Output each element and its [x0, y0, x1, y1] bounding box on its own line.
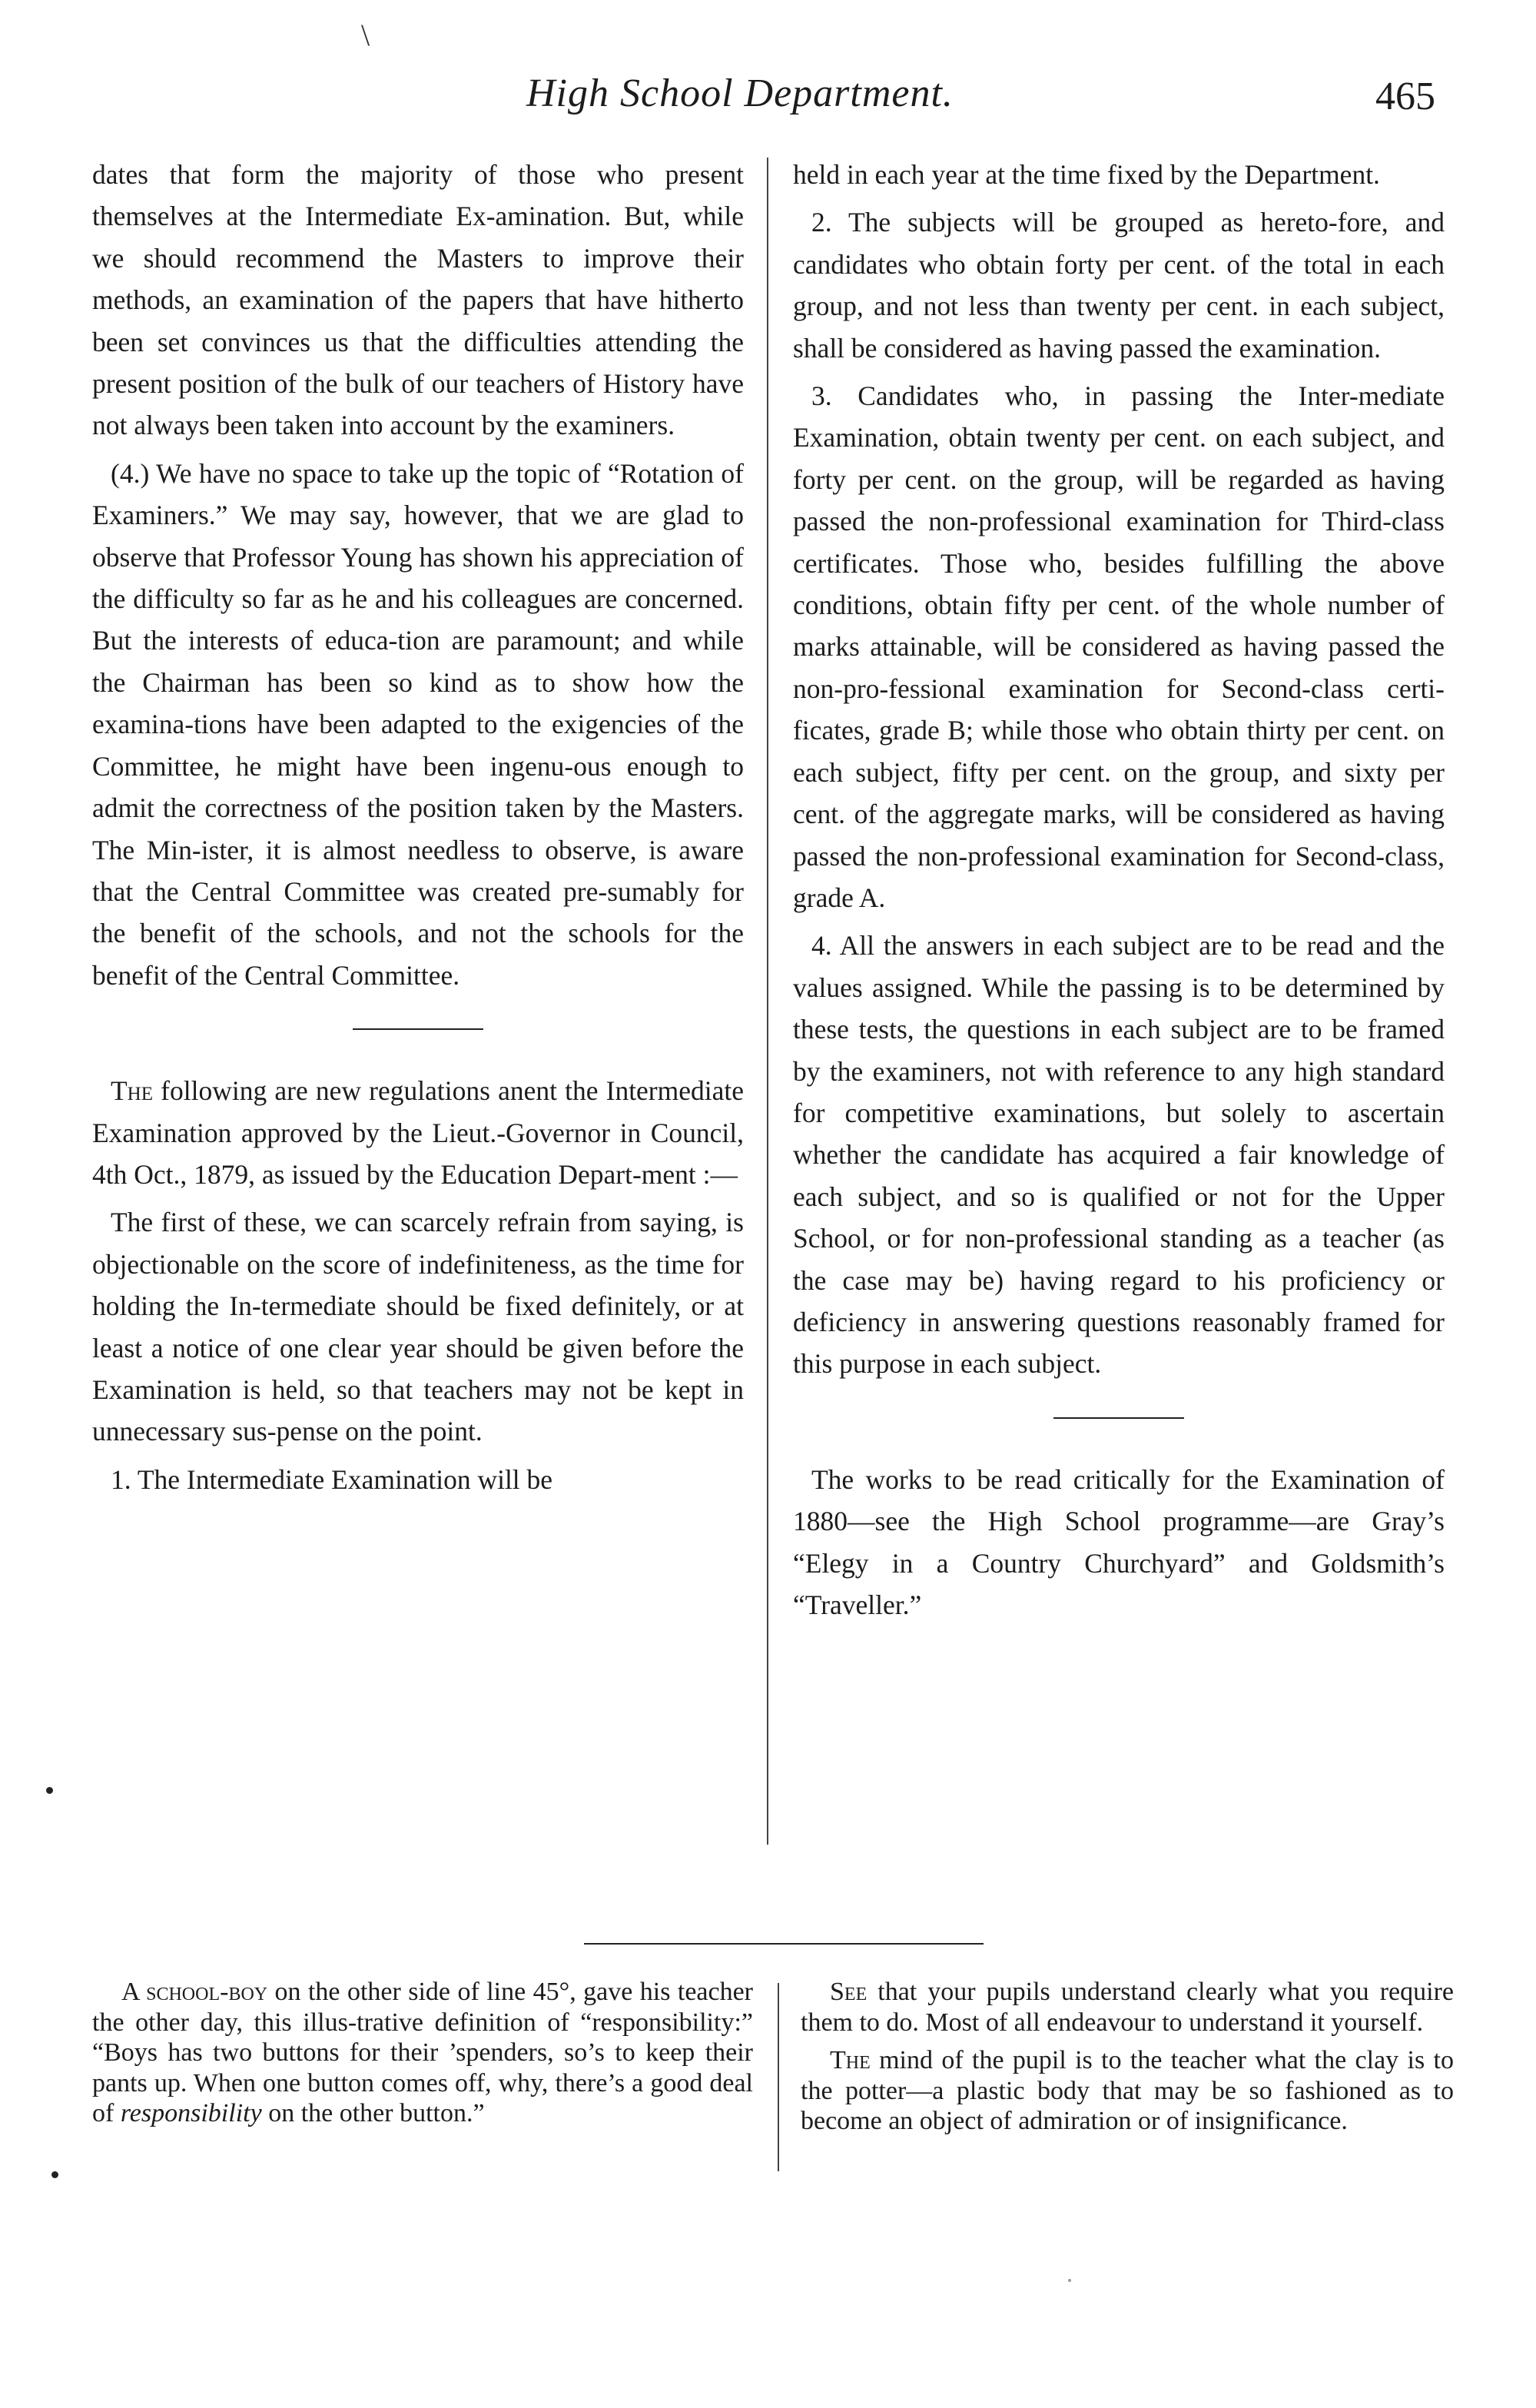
schoolboy-note [92, 1977, 753, 2129]
margin-speck [46, 1787, 53, 1794]
left-paragraph-4: The first of these, we can scarcely refrain from saying, is objectionable on the score of indefiniteness, as the time for holding the In-termediate should be fixed definitely, or at least a notice of one clear year should be given before the Examination is held, so that teachers may not be kept in unnecessary sus-pense on the point. [92, 1207, 744, 1447]
section-divider-rule [1053, 1417, 1184, 1419]
italic-word: responsibility [120, 2099, 262, 2127]
right-column [793, 154, 1445, 1626]
footnote-divider [778, 1983, 779, 2171]
right-paragraph-2: 2. The subjects will be grouped as hereto-fore, and candidates who obtain forty per cent. of the total in each group, and not less than twenty per cent. in each subject, shall be considered as having passed the examination. [793, 207, 1445, 364]
note-text-end: on the other button.” [261, 2099, 485, 2127]
left-paragraph-2: (4.) We have no space to take up the topic of “Rotation of Examiners.” We may say, however, that we are glad to observe that Professor Young has shown his appreciation of the difficulty so far as he and his colleagues are concerned. But the interests of educa-tion are paramount; and while the Chairman has been so kind as to show how the examina-tions have been adapted to the exigencies of the Committee, he might have been ingenu-ous enough to admit the correctness of the position taken by the Masters. The Min-ister, it is almost needless to observe, is aware that the Central Committee was created pre-sumably for the benefit of the schools, and not the schools for the benefit of the Central Committee. [92, 457, 744, 991]
margin-speck [1068, 2279, 1071, 2282]
left-paragraph-5: 1. The Intermediate Examination will be [111, 1463, 553, 1495]
paragraph-text: following are new regulations anent the Intermediate Examination approved by the Lieut.-Governor in Council, 4th Oct., 1879, as issued by the Education Depart-ment :— [92, 1075, 744, 1190]
footnote-right [801, 1977, 1454, 2137]
right-paragraph-5: The works to be read critically for the Examination of 1880—see the High School programme—are Gray’s “Elegy in a Country Churchyard” and Goldsmith’s “Traveller.” [793, 1463, 1445, 1620]
margin-speck [51, 2171, 58, 2178]
left-column [92, 154, 744, 1500]
footer-rule [584, 1943, 984, 1945]
lead-word: The [830, 2046, 871, 2074]
potter-note [801, 2045, 1454, 2137]
footnote-left [92, 1977, 753, 2129]
left-paragraph-1: dates that form the majority of those who present themselves at the Intermediate Ex-amination. But, while we should recommend the Masters to improve their methods, an examination of the papers that have hitherto been set convinces us that the difficulties attending the present position of the bulk of our teachers of History have not always been taken into account by the examiners. [92, 159, 744, 441]
lead-word: See [830, 1978, 868, 2006]
right-paragraph-1: held in each year at the time fixed by the Department. [793, 159, 1380, 190]
note-text: on the other side of line 45°, gave his teacher the other day, this illus-trative definition of “responsibility:” “Boys has two buttons for their ’spenders, so’s to keep their pants up. When one button comes off, why, there’s a good deal of [92, 1978, 754, 2127]
pupils-note [801, 1977, 1454, 2038]
note-text: mind of the pupil is to the teacher what the clay is to the potter—a plastic body that may be so fashioned as to become an object of admiration or of insignificance. [801, 2046, 1454, 2135]
stray-mark: \ [361, 18, 370, 52]
running-head: High School Department. [526, 71, 954, 115]
column-divider [767, 158, 768, 1845]
right-paragraph-4: 4. All the answers in each subject are to be read and the values assigned. While the passing is to be determined by these tests, the questions in each subject are to be framed by the examiners, not with reference to any high standard for competitive examinations, but solely to ascertain whether the candidate has acquired a fair knowledge of each subject, and so is qualified or not for the Upper School, or for non-professional standing as a teacher (as the case may be) having regard to his proficiency or deficiency in answering questions reasonably framed for this purpose in each subject. [793, 930, 1445, 1380]
right-paragraph-3: 3. Candidates who, in passing the Inter-mediate Examination, obtain twenty per cent. on each subject, and forty per cent. on the group, will be regarded as having passed the non-professional examination for Third-class certificates. Those who, besides fulfilling the above conditions, obtain fifty per cent. of the whole number of marks attainable, will be considered as having passed the non-pro-fessional examination for Second-class certi-ficates, grade B; while those who obtain thirty per cent. on each subject, fifty per cent. on the group, and sixty per cent. of the aggregate marks, will be considered as having passed the non-professional examination for Second-class, grade A. [793, 380, 1445, 913]
page-number: 465 [1375, 75, 1435, 118]
section-divider-rule [353, 1028, 483, 1030]
left-paragraph-3 [92, 1070, 744, 1195]
lead-word: A school-boy [121, 1978, 268, 2006]
lead-word: The [111, 1075, 154, 1107]
note-text: that your pupils understand clearly what you require them to do. Most of all endeavour to understand it yourself. [801, 1978, 1454, 2037]
